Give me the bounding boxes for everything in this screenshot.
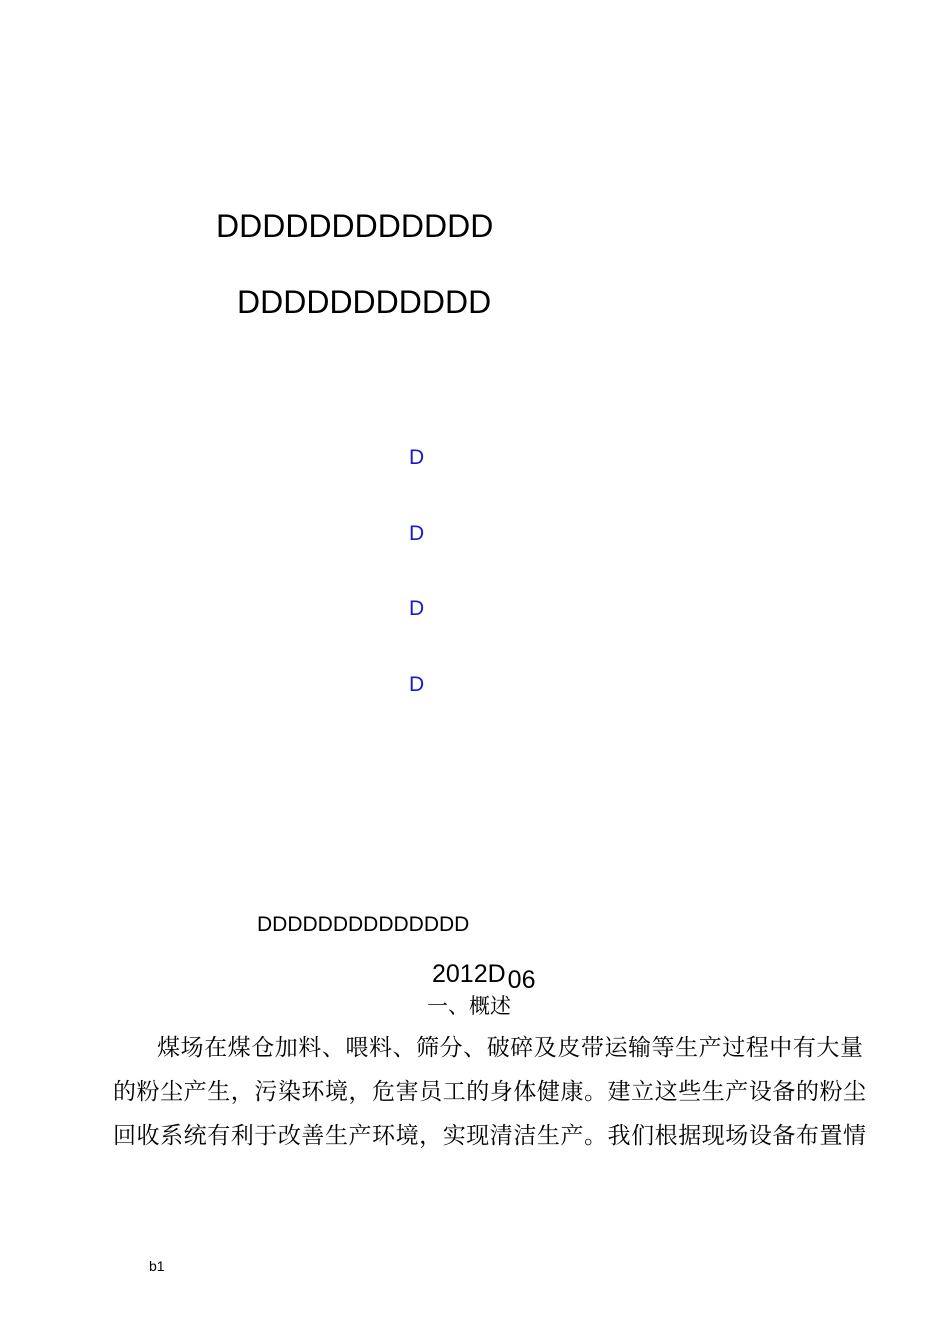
body-line-1: 煤场在煤仓加料、喂料、筛分、破碎及皮带运输等生产过程中有大量 (157, 1035, 864, 1061)
section-heading: 一、概述 (427, 994, 511, 1018)
date-month: 06 (507, 966, 536, 994)
document-title-line-2: DDDDDDDDDDD (237, 284, 492, 320)
body-line-3: 回收系统有利于改善生产环境，实现清洁生产。我们根据现场设备布置情 (113, 1123, 867, 1149)
toc-item-4[interactable]: D (409, 673, 425, 696)
organization-name: DDDDDDDDDDDDDD (257, 913, 470, 936)
toc-item-2[interactable]: D (409, 522, 425, 545)
body-line-2: 的粉尘产生，污染环境，危害员工的身体健康。建立这些生产设备的粉尘 (113, 1079, 867, 1105)
page-footer-label: b1 (149, 1258, 165, 1274)
document-date (432, 960, 536, 994)
document-title-line-1: DDDDDDDDDDDD (216, 208, 494, 244)
body-paragraph (113, 1026, 867, 1158)
toc-item-1[interactable]: D (409, 446, 425, 469)
date-year: 2012D (432, 960, 506, 988)
toc-item-3[interactable]: D (409, 597, 425, 620)
